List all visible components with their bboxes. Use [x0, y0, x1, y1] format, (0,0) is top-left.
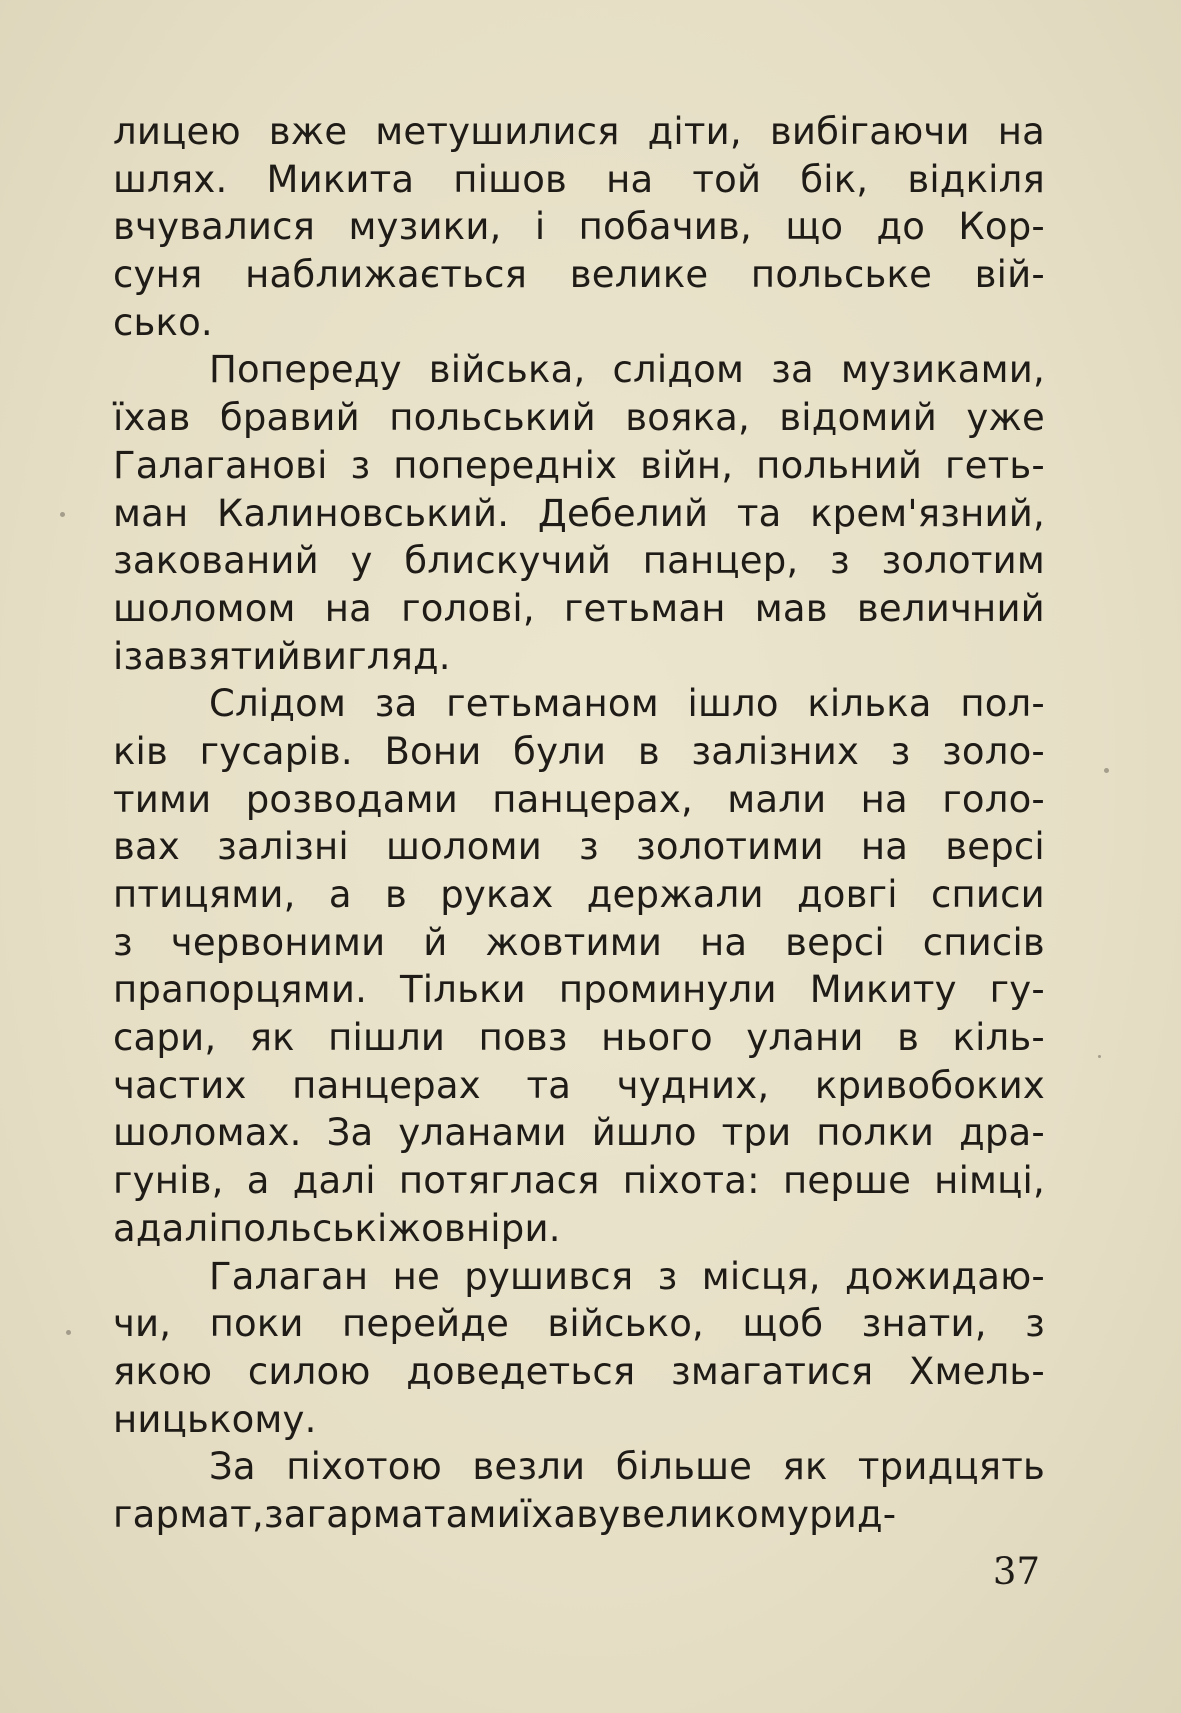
word: на — [606, 157, 654, 201]
word: з — [890, 729, 911, 773]
word: списів — [922, 920, 1045, 964]
text-line — [113, 776, 1045, 824]
word: золо- — [942, 729, 1045, 773]
word: списи — [930, 873, 1045, 916]
word: з — [829, 539, 850, 583]
word: вчувалися — [113, 205, 316, 249]
word: з — [350, 443, 371, 487]
text-line — [113, 537, 1045, 585]
word: піхота: — [622, 1159, 760, 1203]
word: побачив, — [578, 205, 753, 249]
word: рид- — [809, 1492, 897, 1536]
word: більше — [615, 1445, 753, 1489]
word: в — [897, 1016, 920, 1060]
word: панцерах — [292, 1063, 481, 1107]
word: в — [384, 873, 407, 916]
word: що — [785, 205, 844, 249]
paper-speck — [60, 512, 65, 517]
word: частих — [113, 1063, 247, 1107]
word: піхотою — [286, 1445, 442, 1489]
word: За — [209, 1445, 256, 1489]
word: ішло — [687, 682, 779, 726]
word: Дебелий — [537, 491, 709, 535]
word: вояка, — [625, 396, 750, 440]
word: уже — [966, 396, 1045, 440]
word: змагатися — [670, 1349, 874, 1393]
word: гетьманом — [446, 682, 659, 726]
word: золотими — [636, 825, 824, 869]
word: кіль- — [952, 1016, 1045, 1060]
word: не — [392, 1254, 440, 1298]
word: й — [423, 920, 448, 964]
text-line — [113, 680, 1045, 728]
text-line — [113, 1157, 1045, 1205]
text-line — [113, 251, 1045, 299]
word: німці, — [934, 1159, 1045, 1203]
word: розводами — [245, 777, 458, 821]
word: Галаган — [209, 1254, 369, 1298]
word: гарматами — [306, 1492, 521, 1536]
word: війська, — [428, 348, 586, 392]
word: нього — [601, 1016, 713, 1060]
word: Кор- — [958, 205, 1045, 249]
word: доведеться — [406, 1349, 636, 1393]
word: суня — [113, 253, 203, 297]
text-line — [113, 1109, 1045, 1157]
word: польський — [389, 396, 596, 440]
word: шоломом — [113, 586, 296, 630]
word: За — [326, 1111, 374, 1155]
text-line — [113, 1491, 1045, 1539]
word: були — [513, 729, 607, 773]
word: Микита — [266, 157, 415, 201]
word: діти, — [647, 110, 742, 153]
word: гетьман — [563, 586, 726, 630]
word: шлях. — [113, 157, 228, 201]
word: чи, — [113, 1302, 172, 1346]
word: їхав — [113, 396, 191, 440]
paragraph — [113, 680, 1045, 1252]
word: кривобоких — [814, 1063, 1045, 1107]
word: чудних, — [616, 1063, 770, 1107]
word: їхав — [520, 1492, 599, 1536]
word: з — [579, 825, 599, 869]
word: як — [249, 1016, 295, 1060]
word: тими — [113, 777, 212, 821]
word: завзятий — [123, 634, 301, 678]
word: крем'язний, — [810, 491, 1045, 535]
word: голо- — [942, 777, 1045, 821]
text-line — [113, 346, 1045, 394]
word: проминули — [558, 968, 777, 1012]
word: дра- — [959, 1111, 1045, 1155]
word: силою — [247, 1349, 371, 1393]
word: голові, — [401, 586, 535, 630]
word: бравий — [219, 396, 360, 440]
text-line — [113, 1348, 1045, 1396]
word: золотим — [881, 539, 1045, 583]
text-line — [113, 871, 1045, 919]
word: за — [771, 348, 814, 392]
word: Микиту — [809, 968, 957, 1012]
word: далі — [292, 1159, 376, 1203]
word: попередніх — [393, 443, 618, 487]
word: у — [350, 539, 373, 583]
word: велике — [569, 253, 709, 297]
word: величний — [856, 586, 1045, 630]
text-line — [113, 1014, 1045, 1062]
word: версі — [945, 825, 1045, 869]
word: з — [1025, 1302, 1045, 1346]
word: відомий — [779, 396, 938, 440]
word: якою — [113, 1349, 213, 1393]
text-line — [113, 966, 1045, 1014]
paper-speck — [1098, 1055, 1101, 1058]
word: дожидаю- — [845, 1254, 1045, 1298]
word: польське — [750, 253, 933, 297]
word: гунів, — [113, 1159, 224, 1203]
text-line — [113, 156, 1045, 204]
text-line — [113, 633, 1045, 681]
text-line — [113, 1062, 1045, 1110]
text-line — [113, 490, 1045, 538]
text-line — [113, 919, 1045, 967]
word: за — [374, 682, 418, 726]
text-line — [113, 1396, 1045, 1444]
word: руках — [440, 873, 554, 916]
word: лицею — [113, 110, 241, 153]
word: везли — [472, 1445, 586, 1489]
word: йшло — [591, 1111, 697, 1155]
word: залізні — [217, 825, 349, 869]
word: три — [721, 1111, 792, 1155]
word: версі — [785, 920, 885, 964]
word: у — [598, 1492, 621, 1536]
word: той — [692, 157, 762, 201]
word: червоними — [170, 920, 386, 964]
word: перше — [782, 1159, 912, 1203]
word: держали — [586, 873, 764, 916]
word: з — [657, 1254, 678, 1298]
word: великому — [620, 1492, 810, 1536]
text-line — [113, 299, 1045, 347]
word: Галаганові — [113, 443, 328, 487]
text-line — [113, 1443, 1045, 1491]
word: ків — [113, 729, 169, 773]
word: до — [876, 205, 926, 249]
word: щоб — [742, 1302, 824, 1346]
word: залізних — [691, 729, 860, 773]
word: як — [782, 1445, 828, 1489]
word: на — [997, 110, 1045, 153]
word: Слідом — [209, 682, 347, 726]
word: ман — [113, 491, 189, 535]
word: на — [860, 825, 909, 869]
word: та — [526, 1063, 572, 1107]
word: далі — [135, 1206, 219, 1250]
word: птицями, — [113, 873, 296, 916]
word: вій- — [974, 253, 1045, 297]
word: на — [860, 777, 908, 821]
body-text — [113, 108, 1045, 1539]
word: пол- — [960, 682, 1045, 726]
word: Хмель- — [908, 1349, 1045, 1393]
word: польські — [218, 1206, 388, 1250]
word: а — [246, 1159, 270, 1203]
word: закований — [113, 539, 319, 583]
text-line — [113, 108, 1045, 156]
word: військо, — [547, 1302, 705, 1346]
word: Калиновський. — [217, 491, 510, 535]
paragraph — [113, 108, 1045, 346]
paragraph — [113, 1443, 1045, 1538]
word: місця, — [701, 1254, 821, 1298]
word: і — [113, 634, 124, 678]
word: пішов — [453, 157, 568, 201]
word: за — [263, 1492, 307, 1536]
word: мали — [727, 777, 827, 821]
word: в — [637, 729, 660, 773]
word: слідом — [612, 348, 745, 392]
paper-speck — [66, 1330, 71, 1335]
text-line — [113, 585, 1045, 633]
word: Попереду — [209, 348, 402, 392]
word: музики, — [348, 205, 502, 249]
word: гу- — [989, 968, 1045, 1012]
word: знати, — [861, 1302, 987, 1346]
word: рушився — [464, 1254, 634, 1298]
text-line — [113, 442, 1045, 490]
word: гусарів. — [199, 729, 353, 773]
word: і — [534, 205, 546, 249]
word: музиками, — [840, 348, 1045, 392]
word: довгі — [796, 873, 898, 916]
word: уланами — [398, 1111, 567, 1155]
word: та — [736, 491, 782, 535]
word: війн, — [640, 443, 734, 487]
word: панцер, — [642, 539, 799, 583]
text-line — [113, 728, 1045, 776]
word: з — [113, 920, 133, 964]
word: бік, — [800, 157, 869, 201]
text-line — [113, 1205, 1045, 1253]
word: жовніри. — [387, 1206, 561, 1250]
word: перейде — [342, 1302, 510, 1346]
word: вже — [268, 110, 348, 153]
word: на — [324, 586, 373, 630]
word: шоломи — [386, 825, 542, 869]
page-number: 37 — [992, 1550, 1040, 1593]
word: відкіля — [907, 157, 1045, 201]
text-line — [113, 823, 1045, 871]
word: прапорцями. — [113, 968, 368, 1012]
text-line — [113, 394, 1045, 442]
word: а — [113, 1206, 136, 1250]
text-line — [113, 1300, 1045, 1348]
paper-speck — [1104, 768, 1109, 773]
word: улани — [746, 1016, 864, 1060]
word: метушилися — [375, 110, 620, 153]
paragraph — [113, 346, 1045, 680]
word: а — [328, 873, 352, 916]
word: Вони — [384, 729, 482, 773]
word: сари, — [113, 1016, 217, 1060]
word: панцерах, — [492, 777, 693, 821]
word: шоломах. — [113, 1111, 302, 1155]
word: мав — [754, 586, 828, 630]
word: вах — [113, 825, 180, 869]
word: геть- — [945, 443, 1045, 487]
word: гармат, — [113, 1492, 264, 1536]
word: блискучий — [404, 539, 612, 583]
word: жовтими — [485, 920, 663, 964]
text-line — [113, 203, 1045, 251]
word: поки — [209, 1302, 304, 1346]
word: наближається — [245, 253, 528, 297]
word: на — [700, 920, 748, 964]
word: тридцять — [857, 1445, 1045, 1489]
paragraph — [113, 1253, 1045, 1444]
word: Тільки — [399, 968, 526, 1012]
word: вигляд. — [300, 634, 451, 678]
word: польний — [756, 443, 923, 487]
word: сько. — [113, 300, 213, 344]
text-line — [113, 1253, 1045, 1301]
word: кілька — [807, 682, 932, 726]
word: потяглася — [398, 1159, 600, 1203]
word: повз — [478, 1016, 568, 1060]
word: пішли — [328, 1016, 446, 1060]
word: полки — [816, 1111, 935, 1155]
word: вибігаючи — [769, 110, 970, 153]
word: ницькому. — [113, 1397, 317, 1441]
